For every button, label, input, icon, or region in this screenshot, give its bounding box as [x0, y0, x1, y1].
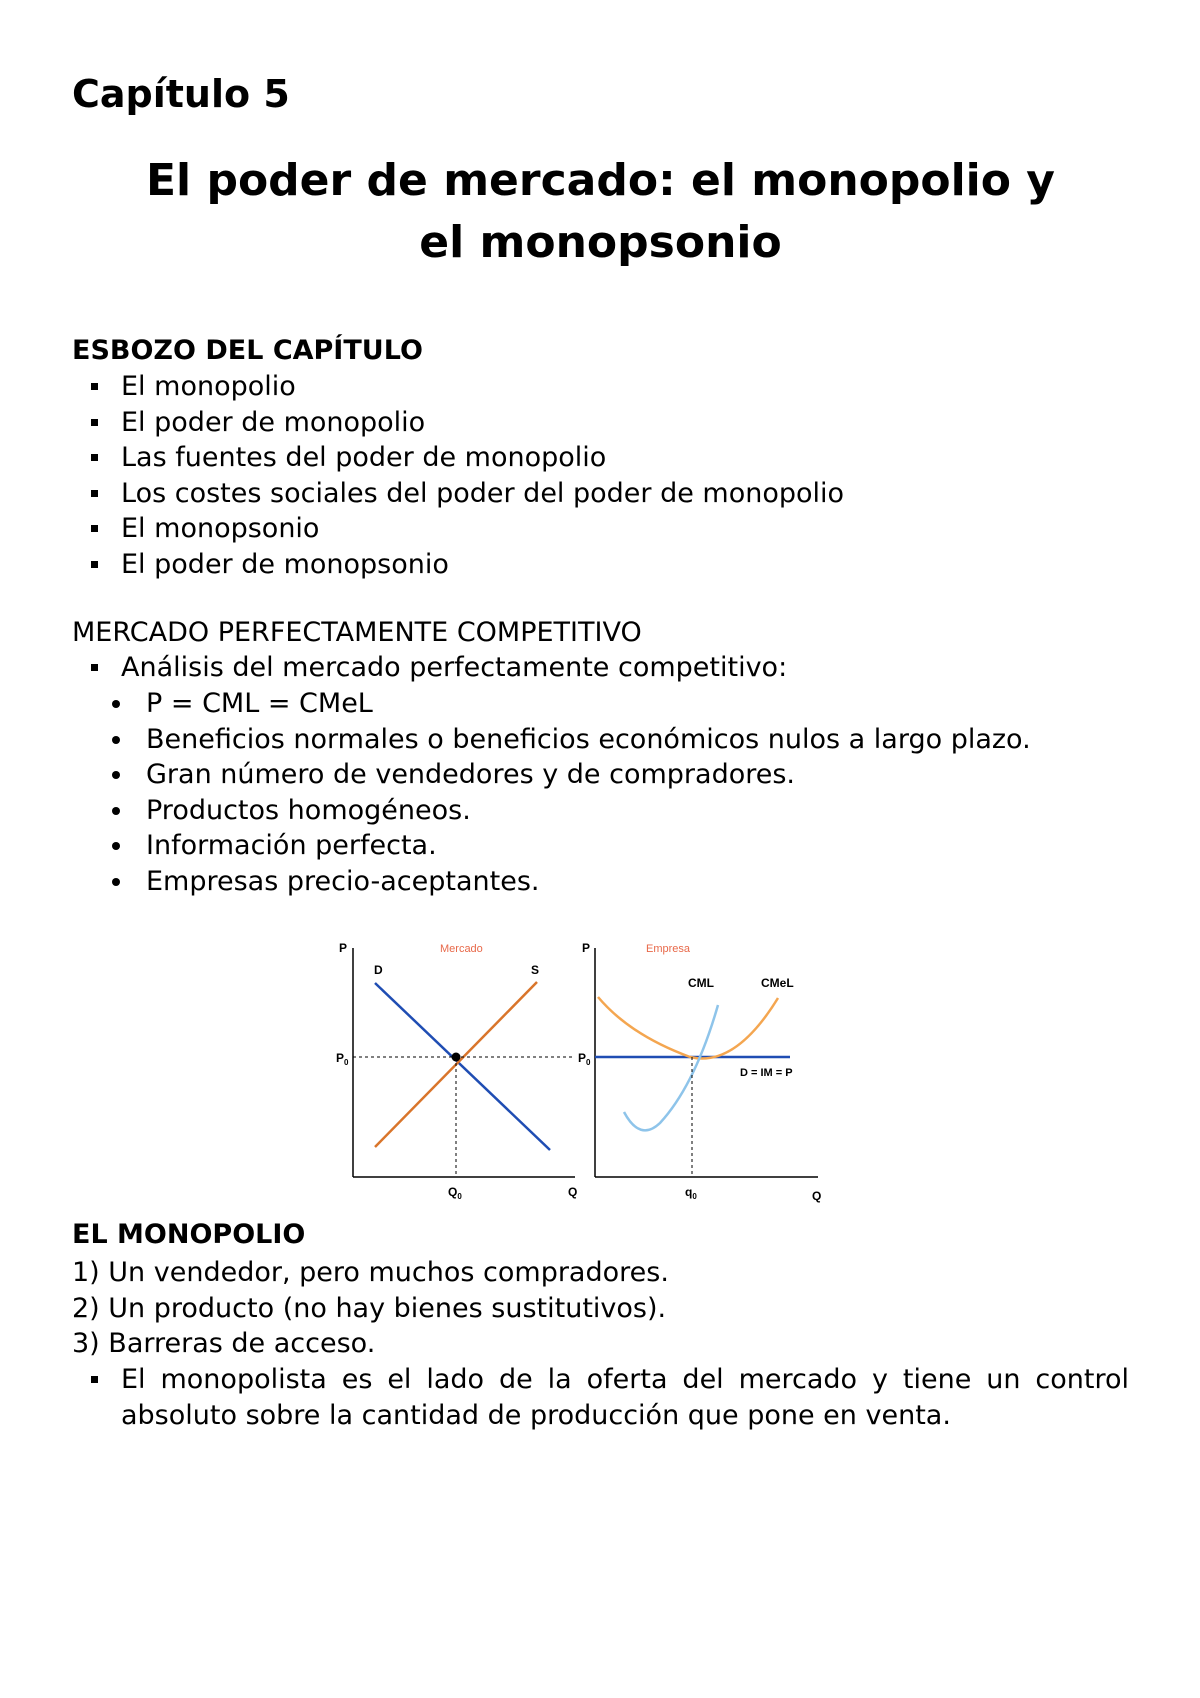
perfect-market-point: Empresas precio-aceptantes.: [97, 864, 1129, 900]
market-panel: [336, 941, 577, 1201]
monopoly-feature: 3) Barreras de acceso.: [72, 1328, 376, 1359]
marginal-cost-label: CML: [688, 976, 714, 990]
firm-panel: [578, 941, 821, 1203]
page-title: [72, 150, 1129, 274]
market-panel-title: Mercado: [440, 943, 483, 955]
perfect-market-points: [97, 686, 1129, 899]
perfect-market-point: Información perfecta.: [97, 828, 1129, 864]
perfect-market-heading: MERCADO PERFECTAMENTE COMPETITIVO: [72, 617, 642, 648]
average-cost-curve: [598, 997, 778, 1058]
supply-label: S: [531, 963, 540, 977]
title-line-2: el monopsonio: [419, 217, 782, 268]
perfect-market-point: Productos homogéneos.: [97, 793, 1129, 829]
marginal-cost-curve: [624, 1005, 718, 1130]
firm-y-axis-label: P: [582, 941, 591, 955]
firm-price-label: $P_0$: [578, 1051, 591, 1067]
chapter-label: Capítulo 5: [72, 72, 290, 116]
outline-heading: ESBOZO DEL CAPÍTULO: [72, 335, 423, 366]
outline-item: El poder de monopsonio: [72, 547, 1129, 583]
market-price-label: $P_0$: [336, 1051, 349, 1067]
outline-item: El monopsonio: [72, 511, 1129, 547]
perfect-market-point: Gran número de vendedores y de compradores.: [97, 757, 1129, 793]
market-y-axis-label: P: [339, 941, 348, 955]
monopoly-feature: 1) Un vendedor, pero muchos compradores.: [72, 1257, 669, 1288]
firm-panel-title: Empresa: [646, 943, 691, 955]
monopoly-note: [72, 1362, 1129, 1433]
perfect-market-point: P = CML = CMeL: [97, 686, 1129, 722]
firm-qty-label: $q_0$: [685, 1185, 697, 1201]
average-cost-label: CMeL: [761, 976, 794, 990]
monopoly-feature: 2) Un producto (no hay bienes sustitutivos).: [72, 1292, 667, 1324]
perfect-market-point: Beneficios normales o beneficios económicos nulos a largo plazo.: [97, 722, 1129, 758]
market-qty-label: $Q_0$: [448, 1185, 462, 1201]
monopoly-heading: EL MONOPOLIO: [72, 1219, 306, 1250]
perfect-market-lead-list: [72, 650, 1129, 686]
outline-list: [72, 369, 1129, 582]
outline-item: Los costes sociales del poder del poder de monopolio: [72, 476, 1129, 512]
monopoly-note-text: El monopolista es el lado de la oferta del mercado y tiene un control absoluto sobre la cantidad de producción que pone en venta.: [121, 1364, 1129, 1431]
outline-item: Las fuentes del poder de monopolio: [72, 440, 1129, 476]
market-x-axis-label: Q: [568, 1185, 578, 1199]
outline-item: El monopolio: [72, 369, 1129, 405]
competitive-market-figure: [330, 930, 860, 1210]
firm-demand-label: D = IM = P: [740, 1067, 793, 1079]
demand-label: D: [374, 963, 383, 977]
perfect-market-lead: Análisis del mercado perfectamente competitivo:: [72, 650, 1129, 686]
outline-item: El poder de monopolio: [72, 405, 1129, 441]
firm-x-axis-label: Q: [812, 1189, 822, 1203]
market-equilibrium-point: [452, 1053, 461, 1062]
monopoly-features: [72, 1255, 669, 1362]
title-line-1: El poder de mercado: el monopolio y: [146, 155, 1055, 206]
demand-curve: [375, 983, 550, 1150]
